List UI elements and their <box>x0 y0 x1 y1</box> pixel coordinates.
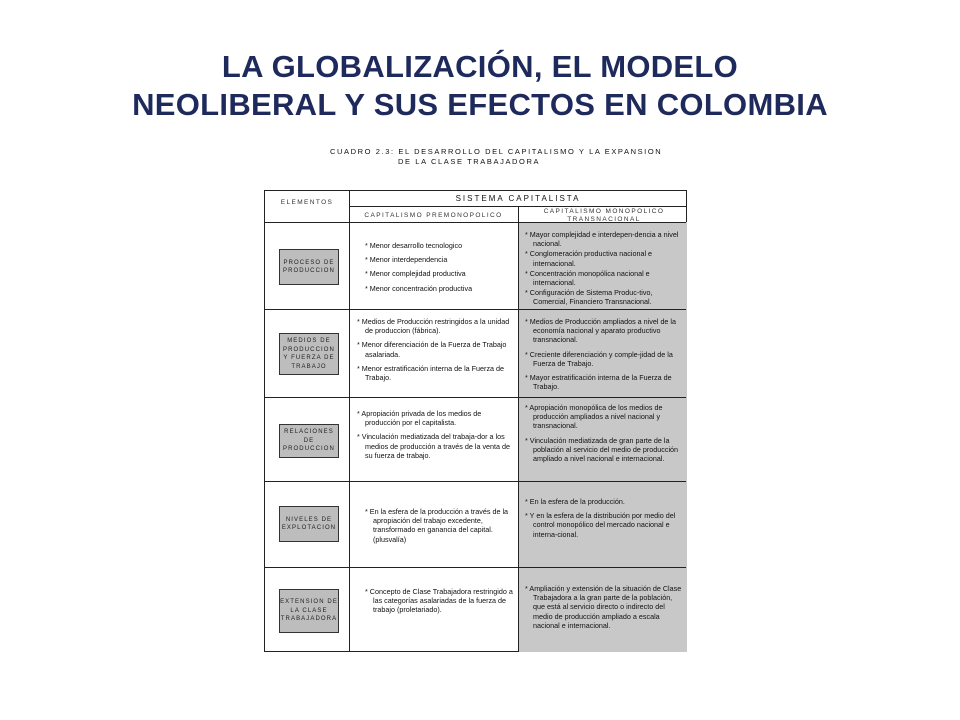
list-item: * Concepto de Clase Trabajadora restringido a las categorías asalariadas de la fuerza de trabajo (proletariado). <box>365 587 513 615</box>
list-item: * Apropiación monopólica de los medios de producción ampliados a nivel nacional y transnacional. <box>525 403 663 431</box>
row2-premonopolico <box>357 317 515 387</box>
slide-title <box>0 48 960 124</box>
list-item: * Configuración de Sistema Produc-tivo, Comercial, Financiero Transnacional. <box>525 288 653 307</box>
title-line-2: NEOLIBERAL Y SUS EFECTOS EN COLOMBIA <box>132 87 828 122</box>
list-item: * Menor diferenciación de la Fuerza de Trabajo asalariada. <box>357 340 507 359</box>
header-monopolico: CAPITALISMO MONOPOLICO TRANSNACIONAL <box>543 208 665 223</box>
element-proceso-produccion: PROCESO DE PRODUCCION <box>279 249 339 285</box>
row-divider <box>265 481 686 482</box>
row4-premonopolico <box>365 507 515 549</box>
row-divider <box>265 567 686 568</box>
element-medios-produccion: MEDIOS DE PRODUCCION Y FUERZA DE TRABAJO <box>279 333 339 375</box>
header-sistema-capitalista: SISTEMA CAPITALISTA <box>455 194 581 203</box>
capitalism-table <box>264 190 687 652</box>
row1-premonopolico <box>365 241 515 298</box>
row2-monopolico <box>525 317 683 396</box>
caption-line-2: DE LA CLASE TRABAJADORA <box>398 157 541 166</box>
list-item: * Vinculación mediatizada de gran parte de la población al servicio del medio de producción ampliado a nivel nacional e internacional. <box>525 435 679 464</box>
list-item: * En la esfera de la producción a través de la apropiación del trabajo excedente, transformado en ganancia del capital. (plusvalía) <box>365 507 509 544</box>
caption-line-1: CUADRO 2.3: EL DESARROLLO DEL CAPITALISMO Y LA EXPANSION <box>330 147 663 156</box>
list-item: * Medios de Producción ampliados a nivel de la economía nacional y aparato productivo transnacional. <box>525 317 677 345</box>
row1-monopolico <box>525 230 683 308</box>
list-item: * Creciente diferenciación y comple-jidad de la Fuerza de Trabajo. <box>525 349 673 368</box>
list-item: * Y en la esfera de la distribución por medio del control monopólico del mercado nacional e interna-cional. <box>525 511 676 539</box>
table-caption <box>330 147 662 167</box>
list-item: * Menor estratificación interna de la Fuerza de Trabajo. <box>357 363 505 383</box>
list-item: * Medios de Producción restringidos a la unidad de produccion (fábrica). <box>357 317 510 336</box>
list-item: * Menor desarrollo tecnologico <box>365 241 463 250</box>
row5-premonopolico <box>365 587 515 620</box>
row5-monopolico <box>525 584 683 635</box>
column-divider <box>349 191 350 651</box>
list-item: * Menor concentración productiva <box>365 283 473 293</box>
row-divider <box>265 397 686 398</box>
list-item: * Menor complejidad productiva <box>365 269 466 279</box>
list-item: * Mayor estratificación interna de la Fuerza de Trabajo. <box>525 373 672 392</box>
row4-monopolico <box>525 497 683 544</box>
header-elementos: ELEMENTOS <box>280 199 334 206</box>
list-item: * Ampliación y extensión de la situación de Clase Trabajadora a la gran parte de la población, que está al servicio directo o indirecto del medio de producción ampliado a escala nacional e internacional. <box>525 584 682 630</box>
list-item: * Apropiación privada de los medios de producción por el capitalista. <box>357 409 482 428</box>
element-extension-clase: EXTENSION DE LA CLASE TRABAJADORA <box>279 589 339 633</box>
column-divider <box>518 206 519 651</box>
list-item: * Concentración monopólica nacional e internacional. <box>525 268 650 288</box>
list-item: * Vinculación mediatizada del trabaja-dor a los medios de producción a través de la venta de su fuerza de trabajo. <box>357 432 511 460</box>
header-divider <box>349 206 686 207</box>
list-item: * Conglomeración productiva nacional e internacional. <box>525 249 653 268</box>
title-line-1: LA GLOBALIZACIÓN, EL MODELO <box>221 49 739 84</box>
list-item: * Mayor complejidad e interdepen-dencia a nivel nacional. <box>525 230 679 249</box>
row3-premonopolico <box>357 409 515 465</box>
list-item: * Menor interdependencia <box>365 255 448 265</box>
list-item: * En la esfera de la producción. <box>525 497 625 506</box>
row-divider <box>265 309 686 310</box>
row3-monopolico <box>525 403 683 468</box>
header-premonopolico: CAPITALISMO PREMONOPOLICO <box>364 212 503 219</box>
element-relaciones-produccion: RELACIONES DE PRODUCCION <box>279 424 339 458</box>
element-niveles-explotacion: NIVELES DE EXPLOTACION <box>279 506 339 542</box>
